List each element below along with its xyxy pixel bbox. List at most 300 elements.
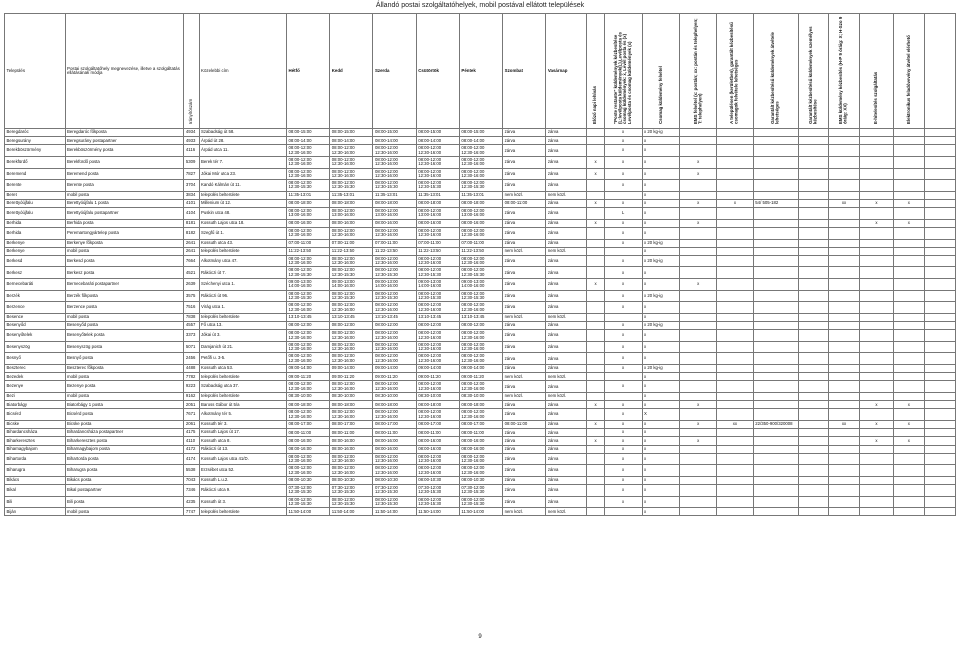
cell-csomag: x 20 kg-ig [642, 322, 680, 330]
table-row [5, 373, 956, 381]
cell-poste-restante: x [604, 145, 642, 157]
cell-a-telepulesen [717, 322, 754, 330]
cell-csutortok: 08:00-12:00 12:30-16:00 [416, 330, 459, 342]
cell-garantalt-szemelyes [799, 341, 829, 353]
cell-extra [924, 137, 956, 145]
cell-zip: 4101 [184, 199, 199, 207]
table-body [5, 129, 956, 516]
table-row [5, 219, 956, 227]
cell-ems-felvetel [680, 313, 717, 321]
cell-csomag: x [642, 168, 680, 180]
cell-csomag: x [642, 453, 680, 465]
table-row [5, 239, 956, 247]
cell-pentek: 08:00-12:00 12:30-16:00 [459, 145, 502, 157]
cell-hetfo: 08:00-12:00 12:30-16:00 [287, 465, 330, 477]
cell-csomag: x [642, 208, 680, 220]
cell-name: Bikács posta [65, 476, 184, 484]
cell-zip: 9223 [184, 381, 199, 393]
cell-ems-felvetel: x [680, 199, 717, 207]
cell-szerda: 08:00-12:00 12:30-16:00 [373, 453, 416, 465]
cell-ems-kezbesites [829, 267, 859, 279]
table-row [5, 279, 956, 291]
cell-extra [924, 322, 956, 330]
cell-csutortok: 08:00-15:00 [416, 129, 459, 137]
table-row [5, 156, 956, 168]
cell-poste-restante: x [604, 227, 642, 239]
cell-e-hitelesites [859, 255, 894, 267]
cell-elektronikus [894, 392, 924, 400]
cell-szombat: nem közl. [503, 392, 546, 400]
cell-elozo-napi: x [587, 420, 604, 428]
table-row [5, 392, 956, 400]
cell-zip: 4933 [184, 137, 199, 145]
cell-csutortok: 08:00-17:00 [416, 420, 459, 428]
cell-ems-felvetel [680, 445, 717, 453]
header-row [5, 14, 956, 129]
cell-a-telepulesen [717, 145, 754, 157]
cell-csomag: x 20 kg-ig [642, 129, 680, 137]
cell-garantalt-atvetel [753, 290, 798, 302]
cell-vasarnap: zárva [546, 437, 587, 445]
cell-hetfo: 08:00-12:00 12:30-16:00 [287, 302, 330, 314]
cell-extra [924, 227, 956, 239]
table-row [5, 420, 956, 428]
cell-elektronikus [894, 322, 924, 330]
cell-kedd: 08:00-16:00 [330, 219, 373, 227]
cell-e-hitelesites [859, 476, 894, 484]
cell-garantalt-szemelyes [799, 420, 829, 428]
cell-a-telepulesen [717, 313, 754, 321]
cell-hetfo: 08:00-18:00 [287, 199, 330, 207]
cell-a-telepulesen [717, 401, 754, 409]
cell-town: Berkesz [5, 267, 66, 279]
cell-extra [924, 168, 956, 180]
cell-a-telepulesen [717, 267, 754, 279]
cell-elektronikus: x [894, 437, 924, 445]
cell-town: Berkesd [5, 255, 66, 267]
cell-zip: 5071 [184, 341, 199, 353]
cell-address: Rákóczi út 7. [199, 267, 287, 279]
cell-elozo-napi [587, 476, 604, 484]
cell-garantalt-atvetel [753, 409, 798, 421]
cell-address: település belterülete [199, 508, 287, 516]
cell-ems-kezbesites [829, 137, 859, 145]
cell-kedd: 08:00-12:00 12:30-16:00 [330, 453, 373, 465]
cell-town: Bicsérd [5, 409, 66, 421]
cell-szerda: 08:00-12:00 12:30-15:30 [373, 180, 416, 192]
cell-address: Alkotmány utca 47. [199, 255, 287, 267]
cell-address: Kossuth út 3. [199, 496, 287, 508]
cell-extra [924, 239, 956, 247]
cell-garantalt-szemelyes [799, 465, 829, 477]
cell-kedd: 08:00-12:00 12:30-16:00 [330, 330, 373, 342]
header-kedd: Kedd [330, 14, 373, 129]
cell-szerda: 08:00-16:00 [373, 219, 416, 227]
cell-ems-kezbesites [829, 313, 859, 321]
cell-town: Besnyő [5, 353, 66, 365]
cell-elozo-napi [587, 365, 604, 373]
header-extra [924, 14, 956, 129]
cell-pentek: 08:00-12:00 12:30-15:30 [459, 180, 502, 192]
cell-poste-restante: x [604, 137, 642, 145]
cell-elektronikus [894, 227, 924, 239]
cell-hetfo: 08:00-16:00 [287, 219, 330, 227]
cell-ems-felvetel [680, 496, 717, 508]
cell-garantalt-szemelyes [799, 381, 829, 393]
cell-garantalt-szemelyes [799, 239, 829, 247]
cell-address: Damjanich út 21. [199, 341, 287, 353]
cell-ems-felvetel [680, 373, 717, 381]
cell-elektronikus [894, 137, 924, 145]
cell-elozo-napi [587, 429, 604, 437]
cell-garantalt-atvetel [753, 496, 798, 508]
cell-szerda: 08:00-12:00 12:30-16:00 [373, 168, 416, 180]
table-row [5, 227, 956, 239]
table-row [5, 208, 956, 220]
cell-elozo-napi: x [587, 168, 604, 180]
cell-a-telepulesen [717, 208, 754, 220]
cell-a-telepulesen [717, 409, 754, 421]
cell-vasarnap: zárva [546, 496, 587, 508]
cell-szombat: zárva [503, 239, 546, 247]
cell-garantalt-atvetel [753, 476, 798, 484]
cell-garantalt-szemelyes [799, 322, 829, 330]
cell-zip: 2639 [184, 279, 199, 291]
cell-e-hitelesites [859, 208, 894, 220]
cell-elektronikus [894, 247, 924, 255]
cell-name: Bicske posta [65, 420, 184, 428]
cell-garantalt-szemelyes [799, 129, 829, 137]
cell-garantalt-atvetel [753, 381, 798, 393]
cell-name: Berekböszörmény posta [65, 145, 184, 157]
cell-hetfo: 08:00-10:30 [287, 476, 330, 484]
header-ems-felvetel: EMS felvétel (x: postán; xx: postán és telephelyen; T: telephelyen) [680, 14, 717, 129]
cell-szerda: 08:00-12:00 12:30-16:00 [373, 156, 416, 168]
cell-address: Jókai Mór utca 23. [199, 168, 287, 180]
cell-kedd: 08:00-14:00 [330, 137, 373, 145]
cell-csomag: x [642, 227, 680, 239]
cell-vasarnap: zárva [546, 219, 587, 227]
table-row [5, 409, 956, 421]
header-poste-restante: "Poste restante" küldemények kézbesítése (L:levélposta küldemények(L),Levélposta és csomag küldemények: x, Levél posta és (x) Levélposta és csomag küldemények (x) [604, 14, 642, 129]
cell-hetfo: 08:00-12:00 12:30-16:00 [287, 341, 330, 353]
table-row [5, 129, 956, 137]
cell-poste-restante: x [604, 156, 642, 168]
cell-szombat: zárva [503, 255, 546, 267]
cell-elektronikus [894, 156, 924, 168]
cell-ems-felvetel [680, 267, 717, 279]
cell-szombat: nem közl. [503, 191, 546, 199]
cell-e-hitelesites [859, 485, 894, 497]
cell-elozo-napi: x [587, 437, 604, 445]
cell-csutortok: 09:00-14:00 [416, 365, 459, 373]
cell-pentek: 08:00-18:00 [459, 401, 502, 409]
header-szerda: Szerda [373, 14, 416, 129]
cell-zip: 8182 [184, 227, 199, 239]
cell-csutortok: 08:00-12:00 12:30-16:00 [416, 381, 459, 393]
cell-ems-felvetel [680, 129, 717, 137]
cell-kedd: 07:00-11:00 [330, 239, 373, 247]
cell-szerda: 08:00-16:00 [373, 445, 416, 453]
cell-ems-felvetel [680, 476, 717, 484]
cell-town: Beszterec [5, 365, 66, 373]
cell-ems-felvetel [680, 247, 717, 255]
cell-town: Berekfürdő [5, 156, 66, 168]
cell-kedd: 08:00-12:00 13:00-16:00 [330, 208, 373, 220]
cell-szerda: 08:00-12:00 12:30-16:00 [373, 353, 416, 365]
table-row [5, 496, 956, 508]
cell-pentek: 11:35-13:01 [459, 191, 502, 199]
cell-hetfo: 08:00-12:00 12:30-16:00 [287, 227, 330, 239]
cell-kedd: 08:00-12:00 12:30-16:00 [330, 353, 373, 365]
cell-extra [924, 445, 956, 453]
cell-pentek: 08:00-12:00 12:30-15:30 [459, 267, 502, 279]
cell-kedd: 11:35-13:01 [330, 191, 373, 199]
cell-elozo-napi [587, 290, 604, 302]
cell-zip: 4235 [184, 496, 199, 508]
cell-garantalt-szemelyes [799, 313, 829, 321]
cell-address: Erzsébet utca 52. [199, 465, 287, 477]
cell-name: Berkenye főkposta [65, 239, 184, 247]
cell-poste-restante [604, 508, 642, 516]
cell-kedd: 08:00-12:00 [330, 322, 373, 330]
cell-name: Biharugra posta [65, 465, 184, 477]
cell-vasarnap: zárva [546, 239, 587, 247]
cell-name: Beregdaróc főkposta [65, 129, 184, 137]
cell-zip: 7838 [184, 313, 199, 321]
cell-elozo-napi [587, 137, 604, 145]
cell-poste-restante: x [604, 420, 642, 428]
cell-szombat: zárva [503, 341, 546, 353]
cell-garantalt-szemelyes [799, 365, 829, 373]
header-csutortok: Csütörtök [416, 14, 459, 129]
cell-e-hitelesites [859, 137, 894, 145]
cell-csutortok: 08:00-16:00 [416, 445, 459, 453]
cell-csomag: x [642, 381, 680, 393]
header-megnevezes: Postai szolgáltatóhely megnevezése, illetve a szolgáltatás ellátásának módja [65, 14, 184, 129]
cell-szerda: 08:00-18:00 [373, 401, 416, 409]
cell-zip: 4488 [184, 365, 199, 373]
cell-pentek: 07:30-12:00 12:30-15:30 [459, 485, 502, 497]
cell-ems-felvetel: x [680, 401, 717, 409]
cell-kedd: 11:50-14:00 [330, 508, 373, 516]
cell-szerda: 09:00-11:20 [373, 373, 416, 381]
cell-ems-felvetel [680, 239, 717, 247]
cell-garantalt-atvetel [753, 208, 798, 220]
cell-a-telepulesen [717, 168, 754, 180]
cell-a-telepulesen [717, 373, 754, 381]
cell-ems-felvetel [680, 429, 717, 437]
cell-town: Bili [5, 496, 66, 508]
cell-poste-restante [604, 247, 642, 255]
cell-csomag: x [642, 465, 680, 477]
cell-elozo-napi [587, 508, 604, 516]
cell-garantalt-atvetel [753, 485, 798, 497]
cell-csutortok: 08:00-14:00 [416, 137, 459, 145]
cell-ems-kezbesites [829, 322, 859, 330]
cell-e-hitelesites [859, 465, 894, 477]
cell-kedd: 08:00-12:00 12:30-15:30 [330, 290, 373, 302]
cell-ems-kezbesites [829, 392, 859, 400]
cell-extra [924, 180, 956, 192]
cell-name: Bihardancsháza postapartner [65, 429, 184, 437]
cell-elektronikus [894, 341, 924, 353]
cell-szombat: zárva [503, 290, 546, 302]
cell-elektronikus [894, 255, 924, 267]
cell-pentek: 08:00-12:00 12:30-16:00 [459, 341, 502, 353]
cell-poste-restante: x [604, 199, 642, 207]
cell-extra [924, 330, 956, 342]
cell-garantalt-atvetel: 22/350-900/320008 [753, 420, 798, 428]
cell-address: Petőfi u. 3-5. [199, 353, 287, 365]
cell-elozo-napi [587, 353, 604, 365]
cell-szombat: zárva [503, 227, 546, 239]
cell-e-hitelesites [859, 290, 894, 302]
cell-e-hitelesites [859, 322, 894, 330]
cell-ems-felvetel [680, 453, 717, 465]
cell-csomag: x [642, 145, 680, 157]
cell-extra [924, 255, 956, 267]
cell-garantalt-atvetel [753, 401, 798, 409]
cell-hetfo: 08:00-12:00 12:30-15:30 [287, 496, 330, 508]
cell-szerda: 08:00-12:00 12:30-16:00 [373, 381, 416, 393]
cell-pentek: 08:00-12:00 12:30-16:00 [459, 156, 502, 168]
cell-szombat: zárva [503, 267, 546, 279]
cell-csutortok: 08:00-12:00 12:30-16:00 [416, 302, 459, 314]
table-row [5, 137, 956, 145]
cell-zip: 7664 [184, 255, 199, 267]
cell-kedd: 08:00-12:00 12:30-16:00 [330, 145, 373, 157]
cell-szerda: 07:30-12:00 12:30-15:30 [373, 485, 416, 497]
cell-poste-restante: x [604, 168, 642, 180]
cell-extra [924, 485, 956, 497]
cell-kedd: 09:00-14:00 [330, 365, 373, 373]
cell-address: Rákóczi utca 9. [199, 485, 287, 497]
cell-kedd: 08:00-16:00 [330, 437, 373, 445]
cell-vasarnap: zárva [546, 290, 587, 302]
cell-poste-restante: x [604, 129, 642, 137]
cell-szombat: zárva [503, 437, 546, 445]
cell-extra [924, 156, 956, 168]
cell-e-hitelesites [859, 227, 894, 239]
cell-a-telepulesen [717, 429, 754, 437]
cell-garantalt-atvetel [753, 267, 798, 279]
cell-szombat: zárva [503, 476, 546, 484]
cell-address: település belterülete [199, 392, 287, 400]
cell-extra [924, 191, 956, 199]
header-elozo-napi: Előző napi lehívás [587, 14, 604, 129]
cell-elozo-napi [587, 302, 604, 314]
cell-szombat: nem közl. [503, 247, 546, 255]
cell-name: mobil posta [65, 247, 184, 255]
cell-town: Bernecebaráti [5, 279, 66, 291]
header-telepules: Település [5, 14, 66, 129]
cell-ems-kezbesites [829, 429, 859, 437]
cell-csomag: x [642, 302, 680, 314]
cell-name: mobil posta [65, 313, 184, 321]
cell-szombat: zárva [503, 381, 546, 393]
cell-town: Besenyőtelek [5, 330, 66, 342]
cell-e-hitelesites [859, 191, 894, 199]
cell-kedd: 08:00-12:00 12:30-16:00 [330, 409, 373, 421]
cell-a-telepulesen [717, 496, 754, 508]
cell-elektronikus [894, 373, 924, 381]
cell-hetfo: 11:35-13:01 [287, 191, 330, 199]
cell-ems-kezbesites [829, 219, 859, 227]
cell-elektronikus [894, 429, 924, 437]
cell-hetfo: 11:22-13:50 [287, 247, 330, 255]
cell-ems-felvetel [680, 137, 717, 145]
cell-szerda: 09:00-13:00 14:00-16:00 [373, 279, 416, 291]
cell-extra [924, 267, 956, 279]
cell-csutortok: 08:00-12:00 12:30-16:00 [416, 409, 459, 421]
cell-address: Kossuth utca 53. [199, 365, 287, 373]
cell-town: Bikal [5, 485, 66, 497]
cell-ems-felvetel [680, 485, 717, 497]
cell-szombat: zárva [503, 453, 546, 465]
cell-town: Biharkeresztes [5, 437, 66, 445]
cell-a-telepulesen [717, 465, 754, 477]
cell-town: Beregdaróc [5, 129, 66, 137]
cell-ems-kezbesites [829, 279, 859, 291]
cell-town: Berhida [5, 227, 66, 239]
cell-town: Bihartorda [5, 453, 66, 465]
cell-ems-felvetel [680, 409, 717, 421]
cell-zip: 3834 [184, 191, 199, 199]
cell-garantalt-szemelyes [799, 255, 829, 267]
cell-szombat: 08:00-11:00 [503, 420, 546, 428]
cell-elozo-napi [587, 392, 604, 400]
cell-poste-restante: x [604, 496, 642, 508]
cell-kedd: 11:22-13:50 [330, 247, 373, 255]
cell-csutortok: 08:00-12:00 12:30-16:00 [416, 156, 459, 168]
cell-elektronikus [894, 168, 924, 180]
cell-address: Kossuth Lajos utca 18. [199, 219, 287, 227]
cell-elozo-napi [587, 208, 604, 220]
cell-garantalt-szemelyes [799, 267, 829, 279]
cell-elektronikus [894, 267, 924, 279]
cell-vasarnap: zárva [546, 401, 587, 409]
cell-elektronikus [894, 476, 924, 484]
cell-vasarnap: zárva [546, 465, 587, 477]
page-number: 9 [478, 634, 482, 640]
cell-ems-kezbesites [829, 145, 859, 157]
cell-szombat: zárva [503, 401, 546, 409]
cell-szerda: 08:00-15:00 [373, 129, 416, 137]
cell-vasarnap: zárva [546, 145, 587, 157]
cell-address: Szabadság utca 37. [199, 381, 287, 393]
cell-poste-restante: x [604, 219, 642, 227]
cell-ems-kezbesites [829, 496, 859, 508]
cell-garantalt-atvetel [753, 129, 798, 137]
cell-e-hitelesites: x [859, 437, 894, 445]
cell-csutortok: 08:00-12:00 12:30-16:00 [416, 353, 459, 365]
cell-hetfo: 08:00-16:00 [287, 445, 330, 453]
header-pentek: Péntek [459, 14, 502, 129]
table-row [5, 330, 956, 342]
cell-extra [924, 199, 956, 207]
cell-e-hitelesites [859, 373, 894, 381]
cell-e-hitelesites [859, 392, 894, 400]
cell-ems-felvetel [680, 302, 717, 314]
table-row [5, 508, 956, 516]
cell-pentek: 08:00-12:00 13:00-16:00 [459, 208, 502, 220]
cell-szerda: 08:00-11:00 [373, 429, 416, 437]
cell-csomag: x [642, 341, 680, 353]
cell-ems-felvetel [680, 290, 717, 302]
cell-poste-restante: x [604, 381, 642, 393]
cell-csomag: x [642, 247, 680, 255]
